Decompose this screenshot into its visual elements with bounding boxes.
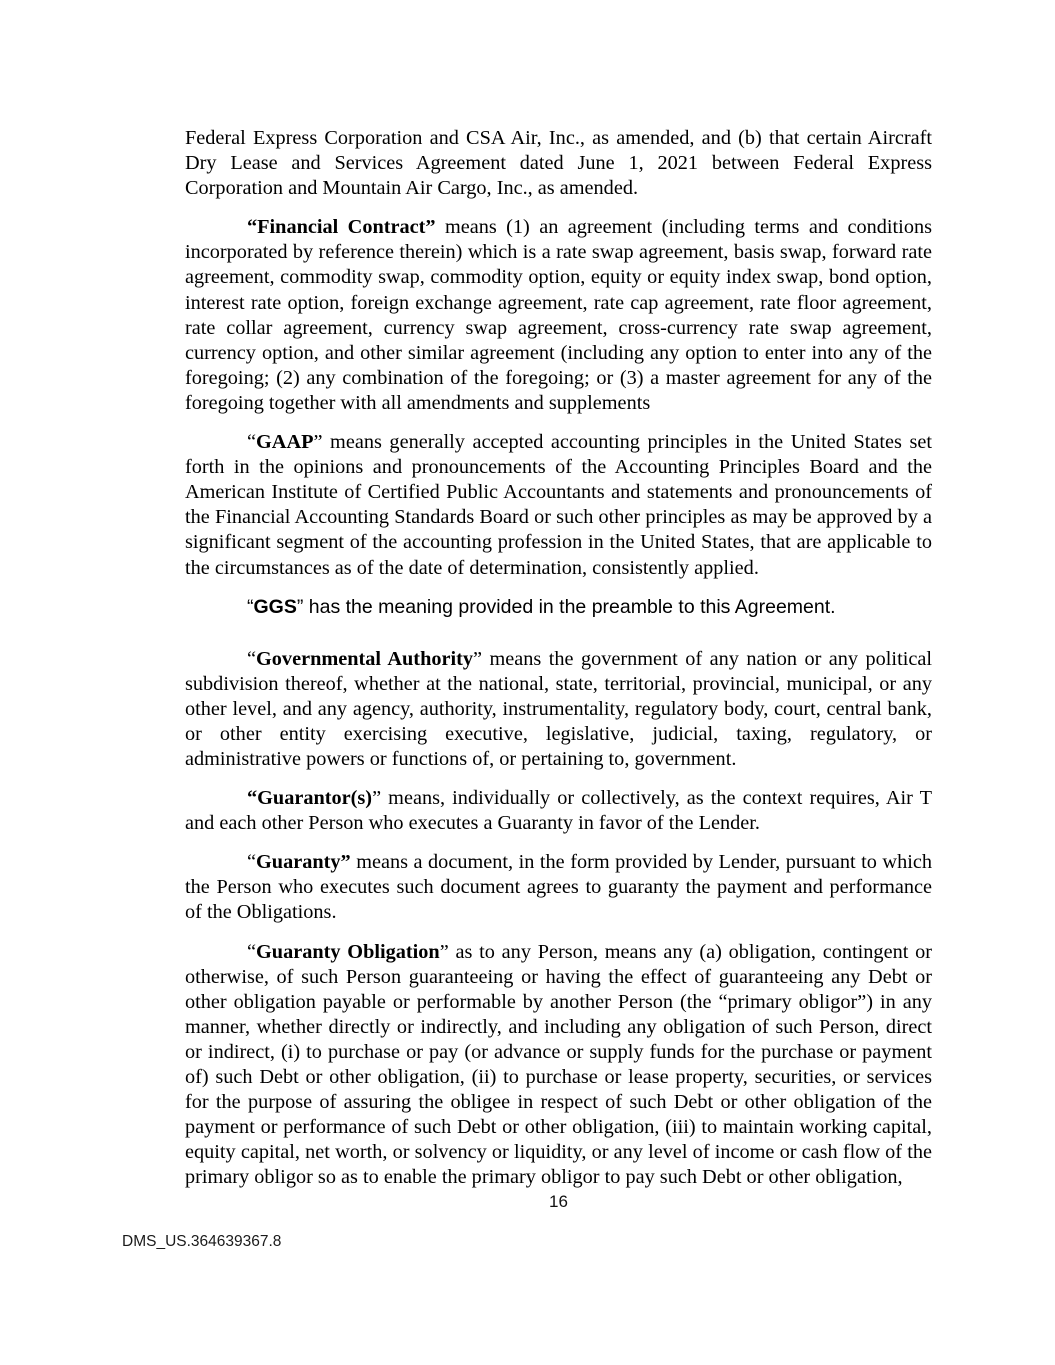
paragraph-text: “ xyxy=(247,851,257,874)
paragraph-text: means a document, in the form provided by Lender, pursuant to which the Person who executes such document agrees to guaranty the payment and performance of the Obligations. xyxy=(185,851,932,924)
defined-term: Guaranty Obligation xyxy=(256,940,440,963)
definition-financial-contract xyxy=(185,215,932,416)
defined-term: “Financial Contract” xyxy=(247,216,436,239)
defined-term: Governmental Authority xyxy=(256,647,474,670)
definition-ggs xyxy=(185,595,932,619)
paragraph-text: ” has the meaning provided in the preamble to this Agreement. xyxy=(296,595,836,618)
page-number: 16 xyxy=(549,1192,568,1211)
paragraph-text: “ xyxy=(247,940,257,963)
defined-term: “Guarantor(s) xyxy=(247,787,373,810)
definition-guarantors xyxy=(185,786,932,836)
definition-guaranty xyxy=(185,850,932,925)
defined-term: GAAP xyxy=(256,431,314,454)
definition-guaranty-obligation xyxy=(185,940,932,1191)
definition-governmental-authority xyxy=(185,647,932,772)
definition-gaap xyxy=(185,430,932,581)
paragraph-text: ” means, individually or collectively, as the context requires, Air T and each other Person who executes a Guaranty in favor of the Lender. xyxy=(185,787,932,835)
document-body xyxy=(185,126,932,1204)
paragraph-text: ” as to any Person, means any (a) obligation, contingent or otherwise, of such Person guaranteeing or having the effect of guaranteeing any Debt or other obligation payable or performable by another Person (the “primary obligor”) in any manner, whether directly or indirectly, and including any obligation of such Person, direct or indirect, (i) to purchase or pay (or advance or supply funds for the purchase or payment of) such Debt or other obligation, (ii) to purchase or lease property, securities, or services for the purpose of assuring the obligee in respect of such Debt or other obligation of the payment or performance of such Debt or other obligation, (iii) to maintain working capital, equity capital, net worth, or solvency or liquidity, or any level of income or cash flow of the primary obligor so as to enable the primary obligor to pay such Debt or other obligation, xyxy=(185,940,932,1189)
paragraph-text: ” means the government of any nation or any political subdivision thereof, whether at the national, state, territorial, provincial, municipal, or any other level, and any agency, authority, instrumentality, regulatory body, court, central bank, or other entity exercising executive, legislative, judicial, taxing, regulatory, or administrative powers or functions of, or pertaining to, government. xyxy=(185,647,932,770)
paragraph-text: ” means generally accepted accounting principles in the United States set forth in the opinions and pronouncements of the Accounting Principles Board and the American Institute of Certified Public Accountants and statements and pronouncements of the Financial Accounting Standards Board or such other principles as may be approved by a significant segment of the accounting profession in the United States, that are applicable to the circumstances as of the date of determination, consistently applied. xyxy=(185,431,932,579)
paragraph-text: “ xyxy=(247,431,257,454)
paragraph-text: means (1) an agreement (including terms and conditions incorporated by reference therein) which is a rate swap agreement, basis swap, forward rate agreement, commodity swap, commodity option, equity or equity index swap, bond option, interest rate option, foreign exchange agreement, rate cap agreement, rate floor agreement, rate collar agreement, currency swap agreement, cross-currency rate swap agreement, currency option, and other similar agreement (including any option to enter into any of the foregoing; (2) any combination of the foregoing; or (3) a master agreement for any of the foregoing together with all amendments and supplements xyxy=(185,216,932,414)
paragraph-text: Federal Express Corporation and CSA Air, Inc., as amended, and (b) that certain Aircraft Dry Lease and Services Agreement dated June 1, 2021 between Federal Express Corporation and Mountain Air Cargo, Inc., as amended. xyxy=(185,127,932,200)
document-id-footer: DMS_US.364639367.8 xyxy=(122,1233,282,1250)
defined-term: GGS xyxy=(253,595,297,618)
paragraph-text: “ xyxy=(247,647,257,670)
paragraph-aircraft-lease-continuation xyxy=(185,126,932,201)
defined-term: Guaranty” xyxy=(256,851,351,874)
paragraph-text: “ xyxy=(247,595,254,618)
